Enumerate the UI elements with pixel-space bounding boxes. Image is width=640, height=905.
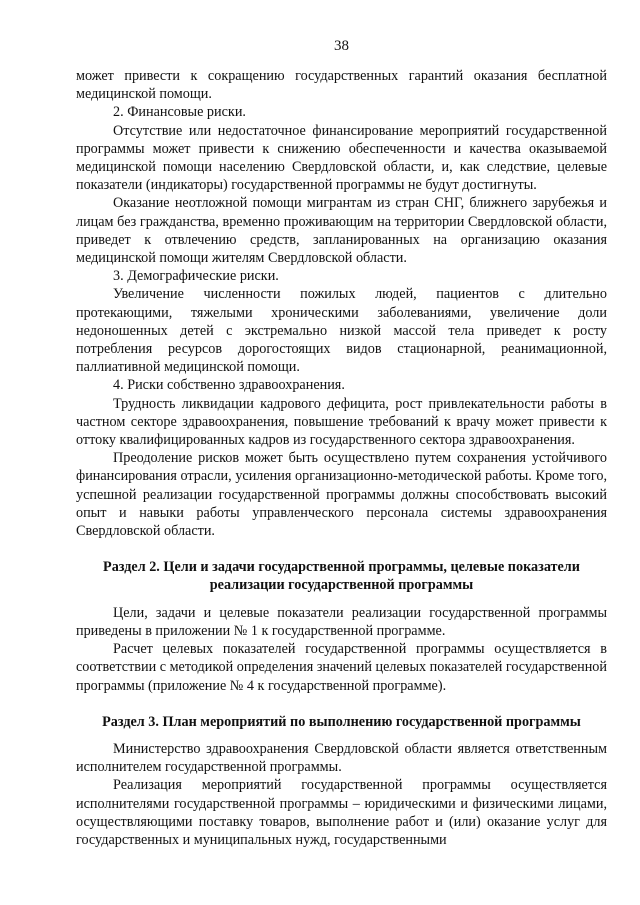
section-3-paragraph-implementation: Реализация мероприятий государственной программы осуществляется исполнителями государственной программы – юридическими и физическими лицами, осуществляющими поставку товаров, выполнение работ и (или) оказание услуг для государственных и муниципальных нужд, государственными xyxy=(76,777,607,848)
page-number: 38 xyxy=(334,38,349,54)
section-2-paragraph-goals: Цели, задачи и целевые показатели реализации государственной программы приведены в приложении № 1 к государственной программе. xyxy=(76,604,607,639)
section-2-heading: Раздел 2. Цели и задачи государственной программы, целевые показатели реализации государственной программы xyxy=(103,559,580,594)
paragraph-demographics: Увеличение численности пожилых людей, пациентов с длительно протекающими, тяжелыми хроническими заболеваниями, увеличение доли недоношенных детей с экстремально низкой массой тела приведет к росту потребления ресурсов дорогостоящих видов стационарной, реанимационной, паллиативной медицинской помощи. xyxy=(76,286,607,376)
subheading-financial-risks: 2. Финансовые риски. xyxy=(113,104,246,121)
section-3-paragraph-ministry: Министерство здравоохранения Свердловской области является ответственным исполнителем государственной программы. xyxy=(76,740,607,776)
subheading-demographic-risks: 3. Демографические риски. xyxy=(113,268,279,285)
paragraph-continuation: может привести к сокращению государственных гарантий оказания бесплатной медицинской помощи. xyxy=(76,68,607,103)
section-2-paragraph-calculation: Расчет целевых показателей государственной программы осуществляется в соответствии с методикой определения значений целевых показателей государственной программы (приложение № 4 к государственной программе). xyxy=(76,641,607,694)
paragraph-staffing: Трудность ликвидации кадрового дефицита, рост привлекательности работы в частном секторе здравоохранения, повышение требований к врачу может привести к оттоку квалифицированных кадров из государственного сектора здравоохранения. xyxy=(76,395,607,449)
paragraph-migrants: Оказание неотложной помощи мигрантам из стран СНГ, ближнего зарубежья и лицам без гражданства, временно проживающим на территории Свердловской области, приведет к отвлечению средств, запланированных на организацию оказания медицинской помощи жителям Свердловской области. xyxy=(76,195,607,267)
paragraph-overcoming-risks: Преодоление рисков может быть осуществлено путем сохранения устойчивого финансирования отрасли, усиления организационно-методической работы. Кроме того, успешной реализации государственной программы должны способствовать высокий опыт и навыки работы управленческого персонала системы здравоохранения Свердловской области. xyxy=(76,450,607,540)
paragraph-financing: Отсутствие или недостаточное финансирование мероприятий государственной программы может привести к снижению обеспеченности и качества оказываемой медицинской помощи населению Свердловской области, и, как следствие, целевые показатели (индикаторы) государственной программы не будут достигнуты. xyxy=(76,122,607,194)
subheading-healthcare-risks: 4. Риски собственно здравоохранения. xyxy=(113,377,345,394)
section-3-heading: Раздел 3. План мероприятий по выполнению государственной программы xyxy=(102,713,581,730)
